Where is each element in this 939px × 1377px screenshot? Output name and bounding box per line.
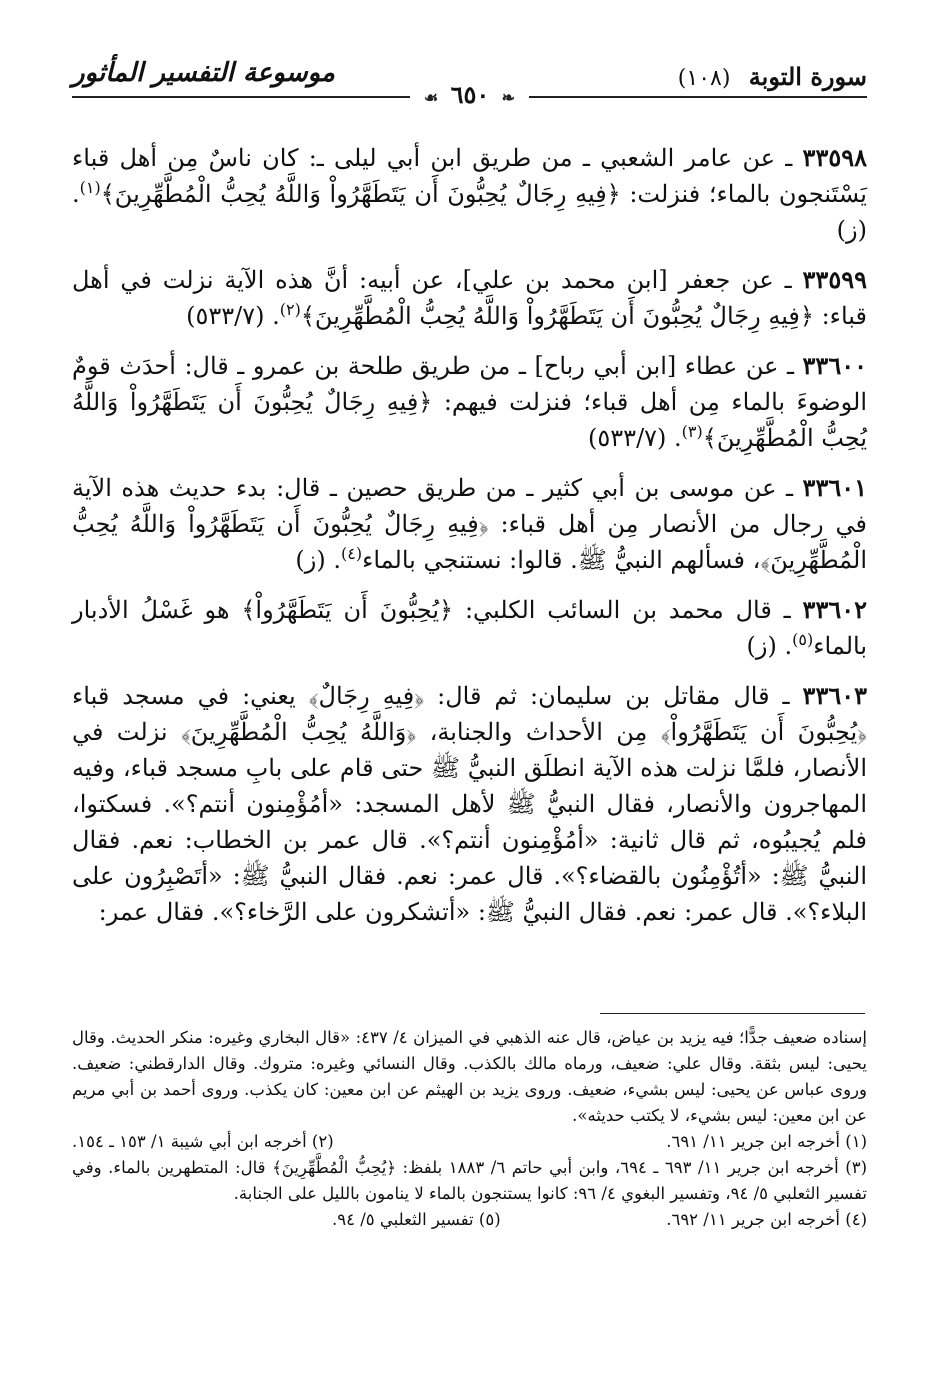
entry-33602 bbox=[72, 592, 867, 664]
entry-text: ـ عن عامر الشعبي ـ من طريق ابن أبي ليلى ـ: كان ناسٌ مِن أهل قباء يَسْتَنجون بالماء؛ فنزلت: ﴿فِيهِ رِجَالٌ يُحِبُّونَ أَن يَتَطَهَّرُواْ وَاللَّهُ يُحِبُّ الْمُطَّهِّرِينَ﴾ bbox=[72, 144, 867, 208]
page-number: ❧ ٦٥٠ ☙ bbox=[410, 80, 529, 109]
footnote-3: (٣) أخرجه ابن جرير ١١/ ٦٩٣ ـ ٦٩٤، وابن أبي حاتم ٦/ ١٨٨٣ بلفظ: ﴿يُحِبُّ الْمُطَّهِّرِينَ﴾ قال: المتطهرين بالماء. وفي تفسير الثعلبي ٥/ ٩٤، وتفسير البغوي ٤/ ٩٦: كانوا يستنجون بالماء لا ينامون بالليل على الجنابة. bbox=[72, 1158, 868, 1203]
entry-33601 bbox=[72, 470, 867, 578]
entry-33599 bbox=[72, 262, 867, 334]
entry-number: ٣٣٦٠١ bbox=[802, 473, 867, 502]
footnote-ref: (١) bbox=[79, 178, 101, 197]
ornament-icon: ❧ bbox=[501, 88, 516, 107]
entry-tail: . (ز) bbox=[72, 180, 867, 244]
entry-number: ٣٣٥٩٨ bbox=[802, 143, 867, 172]
entry-33603 bbox=[72, 678, 867, 930]
entry-number: ٣٣٥٩٩ bbox=[802, 265, 867, 294]
entry-tail: . (ز) bbox=[746, 632, 793, 660]
surah-name: سورة التوبة bbox=[748, 62, 867, 91]
footnote-4: (٤) أخرجه ابن جرير ١١/ ٦٩٢. bbox=[666, 1210, 867, 1229]
entry-text: ـ قال محمد بن السائب الكلبي: ﴿يُحِبُّونَ أَن يَتَطَهَّرُواْ﴾ هو غَسْلُ الأدبار بالماء bbox=[72, 596, 867, 660]
entry-text: ـ عن جعفر [ابن محمد بن علي]، عن أبيه: أنَّ هذه الآية نزلت في أهل قباء: ﴿فِيهِ رِجَالٌ يُحِبُّونَ أَن يَتَطَهَّرُواْ وَاللَّهُ يُحِبُّ الْمُطَّهِّرِينَ﴾ bbox=[72, 266, 867, 330]
entry-number: ٣٣٦٠٣ bbox=[802, 681, 867, 710]
entry-text: ـ عن عطاء [ابن أبي رباح] ـ من طريق طلحة بن عمرو ـ قال: أحدَث قومٌ الوضوءَ بالماء مِن أهل قباء؛ فنزلت فيهم: ﴿فِيهِ رِجَالٌ يُحِبُّونَ أَن يَتَطَهَّرُواْ وَاللَّهُ يُحِبُّ الْمُطَّهِّرِينَ﴾ bbox=[72, 352, 867, 452]
verse-number: (١٠٨) bbox=[677, 66, 731, 91]
footnotes bbox=[72, 1025, 867, 1233]
entry-tail: . (ز) bbox=[295, 546, 341, 574]
entry-tail: . (٥٣٣/٧) bbox=[588, 424, 682, 452]
entry-number: ٣٣٦٠٠ bbox=[802, 351, 867, 380]
ornament-icon: ☙ bbox=[423, 88, 439, 107]
footnote-1: (١) أخرجه ابن جرير ١١/ ٦٩١. bbox=[666, 1132, 867, 1151]
footnote-ref: (٥) bbox=[792, 630, 814, 649]
entry-text: ـ عن موسى بن أبي كثير ـ من طريق حصين ـ قال: بدء حديث هذه الآية في رجال من الأنصار مِن أهل قباء: ﴿فِيهِ رِجَالٌ يُحِبُّونَ أَن يَتَطَهَّرُواْ وَاللَّهُ يُحِبُّ الْمُطَّهِّرِينَ﴾، فسألهم النبيُّ ﷺ. قالوا: نستنجي بالماء bbox=[72, 474, 868, 574]
footnote-5: (٥) تفسير الثعلبي ٥/ ٩٤. bbox=[332, 1210, 501, 1229]
footnote-ref: (٤) bbox=[340, 544, 363, 563]
main-text bbox=[72, 140, 867, 944]
book-title: موسوعة التفسير المأثور bbox=[72, 58, 335, 88]
entry-number: ٣٣٦٠٢ bbox=[802, 595, 867, 624]
footnote-ref: (٢) bbox=[279, 300, 301, 319]
footnote-rule bbox=[600, 1013, 865, 1014]
footnote-ref: (٣) bbox=[681, 422, 703, 441]
page-header bbox=[72, 52, 867, 112]
entry-text: ـ قال مقاتل بن سليمان: ثم قال: ﴿فِيهِ رِجَالٌ﴾ يعني: في مسجد قباء ﴿يُحِبُّونَ أَن يَتَطَهَّرُواْ﴾ مِن الأحداث والجنابة، ﴿وَاللَّهُ يُحِبُّ الْمُطَّهِّرِينَ﴾ نزلت في الأنصار، فلمَّا نزلت هذه الآية انطلَق النبيُّ ﷺ حتى قام على بابِ مسجد قباء، وفيه المهاجرون والأنصار، فقال النبيُّ ﷺ لأهل المسجد: «أمُؤْمِنون أنتم؟». فسكتوا، فلم يُجيبُوه، ثم قال ثانية: «أمُؤْمِنون أنتم؟». قال عمر بن الخطاب: نعم. فقال النبيُّ ﷺ: «أتُؤْمِنُون بالقضاء؟». قال عمر: نعم. فقال النبيُّ ﷺ: «أتَصْبِرُون على البلاء؟». قال عمر: نعم. فقال النبيُّ ﷺ: «أتشكرون على الرَّخاء؟». فقال عمر: bbox=[72, 682, 867, 926]
footnote-lead: إسناده ضعيف جدًّا؛ فيه يزيد بن عياض، قال عنه الذهبي في الميزان ٤/ ٤٣٧: «قال البخاري وغيره: منكر الحديث. وقال يحيى: ليس بثقة. وقال علي: ضعيف، ورماه مالك بالكذب. وقال النسائي وغيره: متروك. وقال الدارقطني: ضعيف. وروى عباس عن يحيى: ليس بشيء، ضعيف. وروى يزيد بن الهيثم عن ابن معين: كان يكذب. وروى أحمد بن أبي مريم عن ابن معين: ليس بشيء، لا يكتب حديثه». bbox=[72, 1028, 867, 1125]
footnote-2: (٢) أخرجه ابن أبي شيبة ١/ ١٥٣ ـ ١٥٤. bbox=[72, 1132, 334, 1151]
entry-33600 bbox=[72, 348, 867, 456]
entry-33598 bbox=[72, 140, 867, 248]
entry-tail: . (٥٣٣/٧) bbox=[186, 302, 280, 330]
